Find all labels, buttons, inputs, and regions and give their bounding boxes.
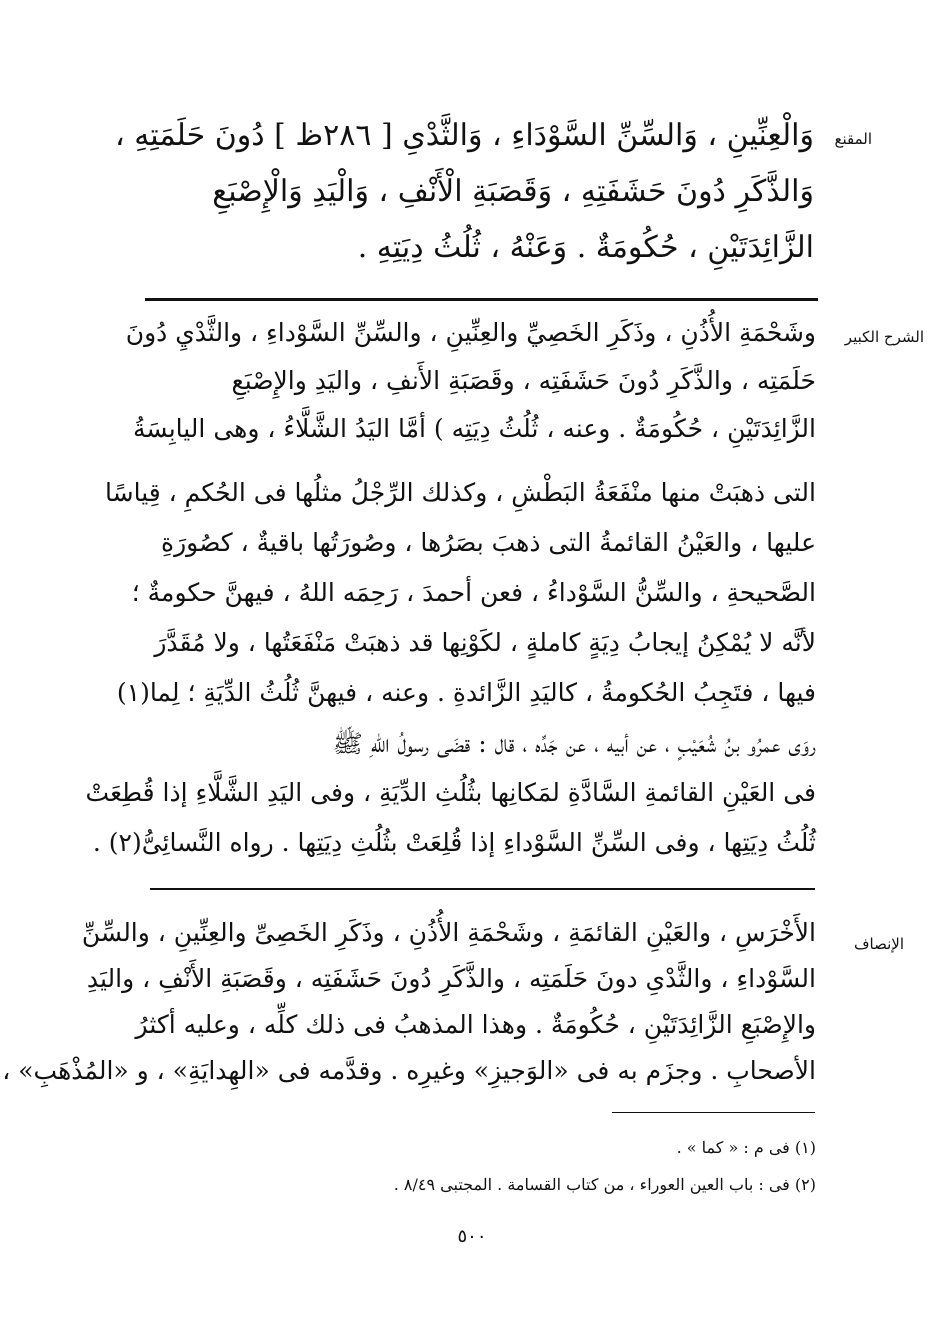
insaf-line: الأصحابِ . وجزَم به فى «الوَجيزِ» وغيرِه . وقدَّمه فى «الهِدايَةِ» ، و «المُذْهَبِ» ، [2,1056,816,1085]
sharh-text [85,318,816,868]
insaf-text [2,918,816,1108]
sharh-line: فيها ، فتَجِبُ الحُكومةُ ، كاليَدِ الزَّائدةِ . وعنه ، فيهنَّ ثُلُثُ الدِّيَةِ ؛ لِما(١) [116,678,816,707]
muqni-text [114,118,814,288]
sharh-line: روَى عمرُو بنُ شُعَيْبٍ ، عن أبيه ، عن جَدِّه ، قال : قضَى رسولُ اللهِ ﷺ [332,729,816,758]
sharh-line: عليها ، والعَيْنُ القائمةُ التى ذهبَ بصَرُها ، وصُورَتُها باقيةٌ ، كصُورَةِ [161,528,816,557]
sharh-line: وشَحْمَةِ الأُذُنِ ، وذَكَرِ الخَصِيِّ والعِنِّينِ ، والسِّنِّ السَّوْداءِ ، والثَّدْيِ دُونَ [125,318,816,347]
sharh-line: التى ذهبَتْ منها منْفَعَةُ البَطْشِ ، وكذلك الرِّجْلُ مثلُها فى الحُكمِ ، قِياسًا [105,478,816,507]
sharh-line: حَلَمَتِه ، والذَّكَرِ دُونَ حَشَفَتِه ، وقَصَبَةِ الأَنفِ ، واليَدِ والإِصْبَعِ [231,366,816,395]
sharh-line: لأنَّه لا يُمْكِنُ إيجابُ دِيَةٍ كاملةٍ ، لكَوْنِها قد ذهبَتْ مَنْفَعَتُها ، ولا مُقَدَّرَ [154,628,816,657]
sharh-line: الصَّحيحةِ ، والسِّنُّ السَّوْداءُ ، فعن أحمدَ ، رَحِمَه اللهُ ، فيهنَّ حكومةٌ ؛ [131,578,816,607]
sharh-line: فى العَيْنِ القائمةِ السَّادَّةِ لمَكانِها بثُلُثِ الدِّيَةِ ، وفى اليَدِ الشَّلَّاءِ إذا قُطِعَتْ [85,778,816,807]
section-divider [145,298,818,301]
muqni-line: الزَّائِدَتَيْنِ ، حُكُومَةٌ . وَعَنْهُ ، ثُلُثُ دِيَتِهِ . [357,230,814,265]
insaf-line: والإِصْبَعِ الزَّائِدَتَيْنِ ، حُكُومَةٌ . وهذا المذهبُ فى ذلك كلِّه ، وعليه أكثرُ [135,1010,816,1039]
footnote-divider [612,1112,815,1113]
section-divider [150,888,815,890]
page-number: ٥٠٠ [457,1226,487,1247]
muqni-line: وَالذَّكَرِ دُونَ حَشَفَتِهِ ، وَقَصَبَةِ الْأَنْفِ ، وَالْيَدِ وَالْإِصْبَعِ [212,174,814,209]
muqni-line: وَالْعِنِّينِ ، وَالسِّنِّ السَّوْدَاءِ ، وَالثَّدْىِ [ ٢٨٦ظ ] دُونَ حَلَمَتِهِ ، [114,118,814,153]
footnote-2: (٢) فى : باب العين العوراء ، من كتاب القسامة . المجتبى ٨/٤٩ . [393,1175,816,1194]
section-label-muqni: المقنع [834,130,872,148]
insaf-line: السَّوْداءِ ، والثَّدْىِ دونَ حَلَمَتِه ، والذَّكَرِ دُونَ حَشَفَتِه ، وقَصَبَةِ الأَنْفِ ، واليَدِ [86,964,816,993]
sharh-line: الزَّائِدَتَيْنِ ، حُكُومَةٌ . وعنه ، ثُلُثُ دِيَتِه ) أمَّا اليَدُ الشَّلَّاءُ ، وهى اليابِسَةُ [132,414,816,443]
insaf-line: الأَخْرَسِ ، والعَيْنِ القائمَةِ ، وشَحْمَةِ الأُذُنِ ، وذَكَرِ الخَصِىِّ والعِنِّينِ ، والسِّنِّ [81,918,816,947]
footnote-1: (١) فى م : « كما » . [676,1138,816,1157]
section-label-insaf: الإنصاف [853,935,904,953]
section-label-sharh: الشرح الكبير [844,328,924,346]
sharh-line: ثُلُثُ دِيَتِها ، وفى السِّنِّ السَّوْداءِ إذا قُلِعَتْ بثُلُثِ دِيَتِها . رواه النَّسائِىُّ(٢) . [92,828,816,857]
